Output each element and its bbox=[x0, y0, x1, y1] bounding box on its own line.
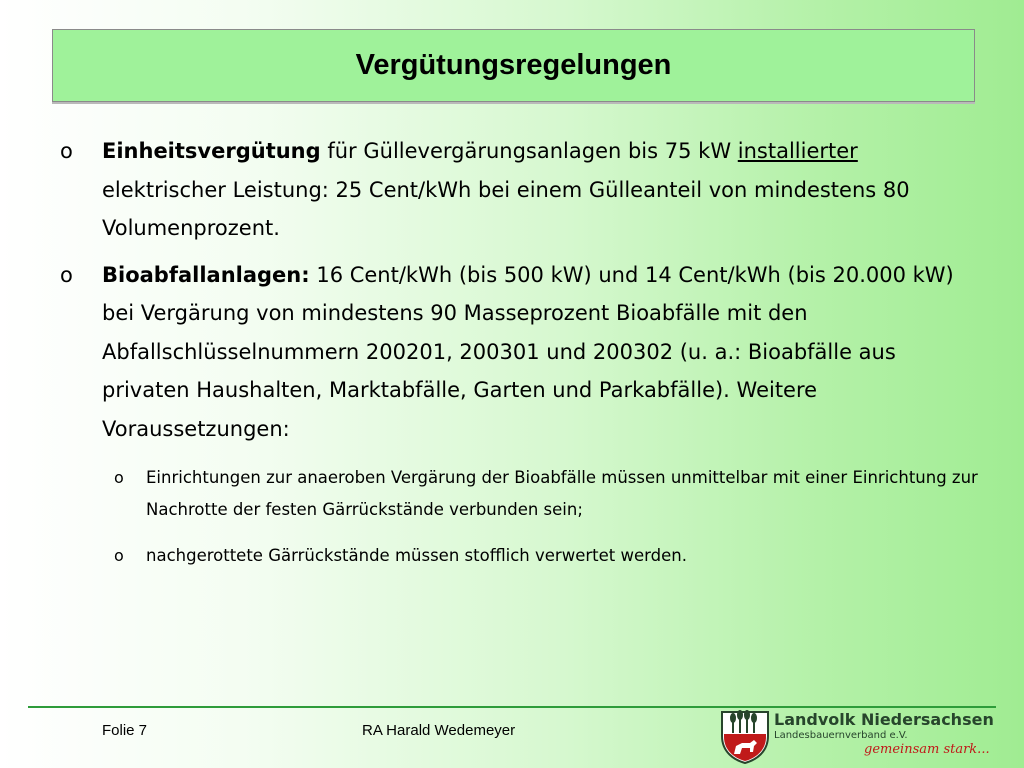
logo-slogan: gemeinsam stark... bbox=[864, 742, 990, 757]
landvolk-logo bbox=[718, 708, 994, 766]
sub-bullet bbox=[60, 462, 980, 526]
slide-number: Folie 7 bbox=[102, 722, 148, 739]
bullet-text: 16 Cent/kWh (bis 500 kW) und 14 Cent/kWh (bis 20.000 kW) bei Vergärung von mindestens 90 Masseprozent Bioabfälle mit den Abfallschlüsselnummern 200201, 200301 und 200302 (u. a.: Bioabfälle aus privaten Haushalten, Marktabfälle, Garten und Parkabfälle). Weitere Voraussetzungen: bbox=[102, 262, 954, 441]
bullet-marker: o bbox=[60, 262, 73, 287]
sub-bullet-marker: o bbox=[114, 468, 124, 487]
footer-author: RA Harald Wedemeyer bbox=[362, 722, 516, 739]
bullet-bioabfallanlagen bbox=[60, 256, 980, 449]
bullet-einheitsverguetung bbox=[60, 132, 980, 248]
slide-content bbox=[60, 132, 980, 586]
sub-bullet-text: nachgerottete Gärrückstände müssen stofflich verwertet werden. bbox=[146, 546, 687, 565]
logo-name: Landvolk Niedersachsen bbox=[774, 710, 994, 729]
sub-bullet-marker: o bbox=[114, 546, 124, 565]
bullet-heading: Bioabfallanlagen: bbox=[102, 262, 310, 287]
sub-bullet-text: Einrichtungen zur anaeroben Vergärung der Bioabfälle müssen unmittelbar mit einer Einrichtung zur Nachrotte der festen Gärrückstände verbunden sein; bbox=[146, 468, 978, 519]
bullet-text: elektrischer Leistung: 25 Cent/kWh bei einem Gülleanteil von mindestens 80 Volumenprozent. bbox=[102, 177, 910, 240]
title-box bbox=[52, 29, 975, 102]
sub-bullet bbox=[60, 540, 980, 572]
bullet-heading: Einheitsvergütung bbox=[102, 139, 321, 163]
sub-bullet-list bbox=[60, 462, 980, 572]
bullet-marker: o bbox=[60, 139, 73, 163]
bullet-text: für Güllevergärungsanlagen bis 75 kW bbox=[320, 139, 738, 163]
slide-title: Vergütungsregelungen bbox=[355, 49, 672, 81]
crest-icon bbox=[720, 710, 770, 764]
logo-subtitle: Landesbauernverband e.V. bbox=[774, 730, 908, 741]
bullet-underlined-text: installierter bbox=[737, 139, 858, 163]
